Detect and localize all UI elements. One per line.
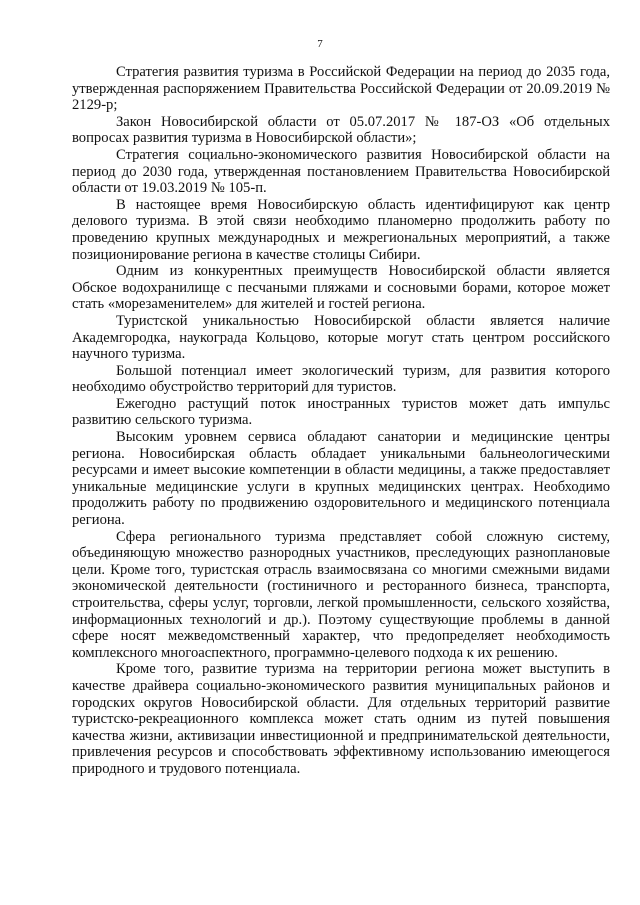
paragraph-ob-reservoir: Одним из конкурентных преимуществ Новосибирской области является Обское водохранилище с песчаными пляжами и сосновыми борами, которое может стать «морезаменителем» для жителей и гостей региона. xyxy=(72,263,610,313)
paragraph-regional-tourism-system: Сфера регионального туризма представляет собой сложную систему, объединяющую множество разнородных участников, преследующих разноплановые цели. Кроме того, туристская отрасль взаимосвязана со многими смежными видами экономической деятельности (гостиничного и ресторанного бизнеса, транспорта, строительства, сферы услуг, торговли, легкой промышленности, сельского хозяйства, информационных технологий и др.). Поэтому существующие проблемы в данной сфере носят межведомственный характер, что предопределяет необходимость комплексного многоаспектного, программно-целевого подхода к их решению. xyxy=(72,528,610,661)
paragraph-business-tourism: В настоящее время Новосибирскую область идентифицируют как центр делового туризма. В этой связи необходимо планомерно продолжить работу по проведению крупных международных и межрегиональных мероприятий, а также позиционирование региона в качестве столицы Сибири. xyxy=(72,196,610,263)
paragraph-tourism-development-driver: Кроме того, развитие туризма на территории региона может выступить в качестве драйвера социально-экономического развития муниципальных районов и городских округов Новосибирской области. Для отдельных территорий развитие туристско-рекреационного комплекса может стать одним из путей повышения качества жизни, активизации инвестиционной и предпринимательской деятельности, привлечения ресурсов и способствовать эффективному использованию имеющегося природного и трудового потенциала. xyxy=(72,661,610,777)
paragraph-regional-tourism-law: Закон Новосибирской области от 05.07.2017 № 187-ОЗ «Об отдельных вопросах развития туризма в Новосибирской области»; xyxy=(72,113,610,147)
paragraph-science-tourism: Туристской уникальностью Новосибирской области является наличие Академгородка, наукограда Кольцово, которые могут стать центром российского научного туризма. xyxy=(72,312,610,363)
paragraph-eco-tourism: Большой потенциал имеет экологический туризм, для развития которого необходимо обустройство территорий для туристов. xyxy=(72,362,610,396)
document-body xyxy=(72,64,610,778)
paragraph-socioeconomic-strategy: Стратегия социально-экономического развития Новосибирской области на период до 2030 года, утвержденная постановлением Правительства Новосибирской области от 19.03.2019 № 105-п. xyxy=(72,146,610,197)
page-number: 7 xyxy=(317,38,323,50)
paragraph-medical-tourism: Высоким уровнем сервиса обладают санатории и медицинские центры региона. Новосибирская область обладает уникальными бальнеологическими ресурсами и имеет высокие компетенции в области медицины, а также предоставляет уникальные медицинские услуги в крупных медицинских центрах. Необходимо продолжить работу по продвижению оздоровительного и медицинского потенциала региона. xyxy=(72,429,610,529)
paragraph-rural-tourism: Ежегодно растущий поток иностранных туристов может дать импульс развитию сельского туризма. xyxy=(72,395,610,429)
paragraph-tourism-strategy-rf: Стратегия развития туризма в Российской Федерации на период до 2035 года, утвержденная распоряжением Правительства Российской Федерации от 20.09.2019 № 2129-р; xyxy=(72,64,610,114)
